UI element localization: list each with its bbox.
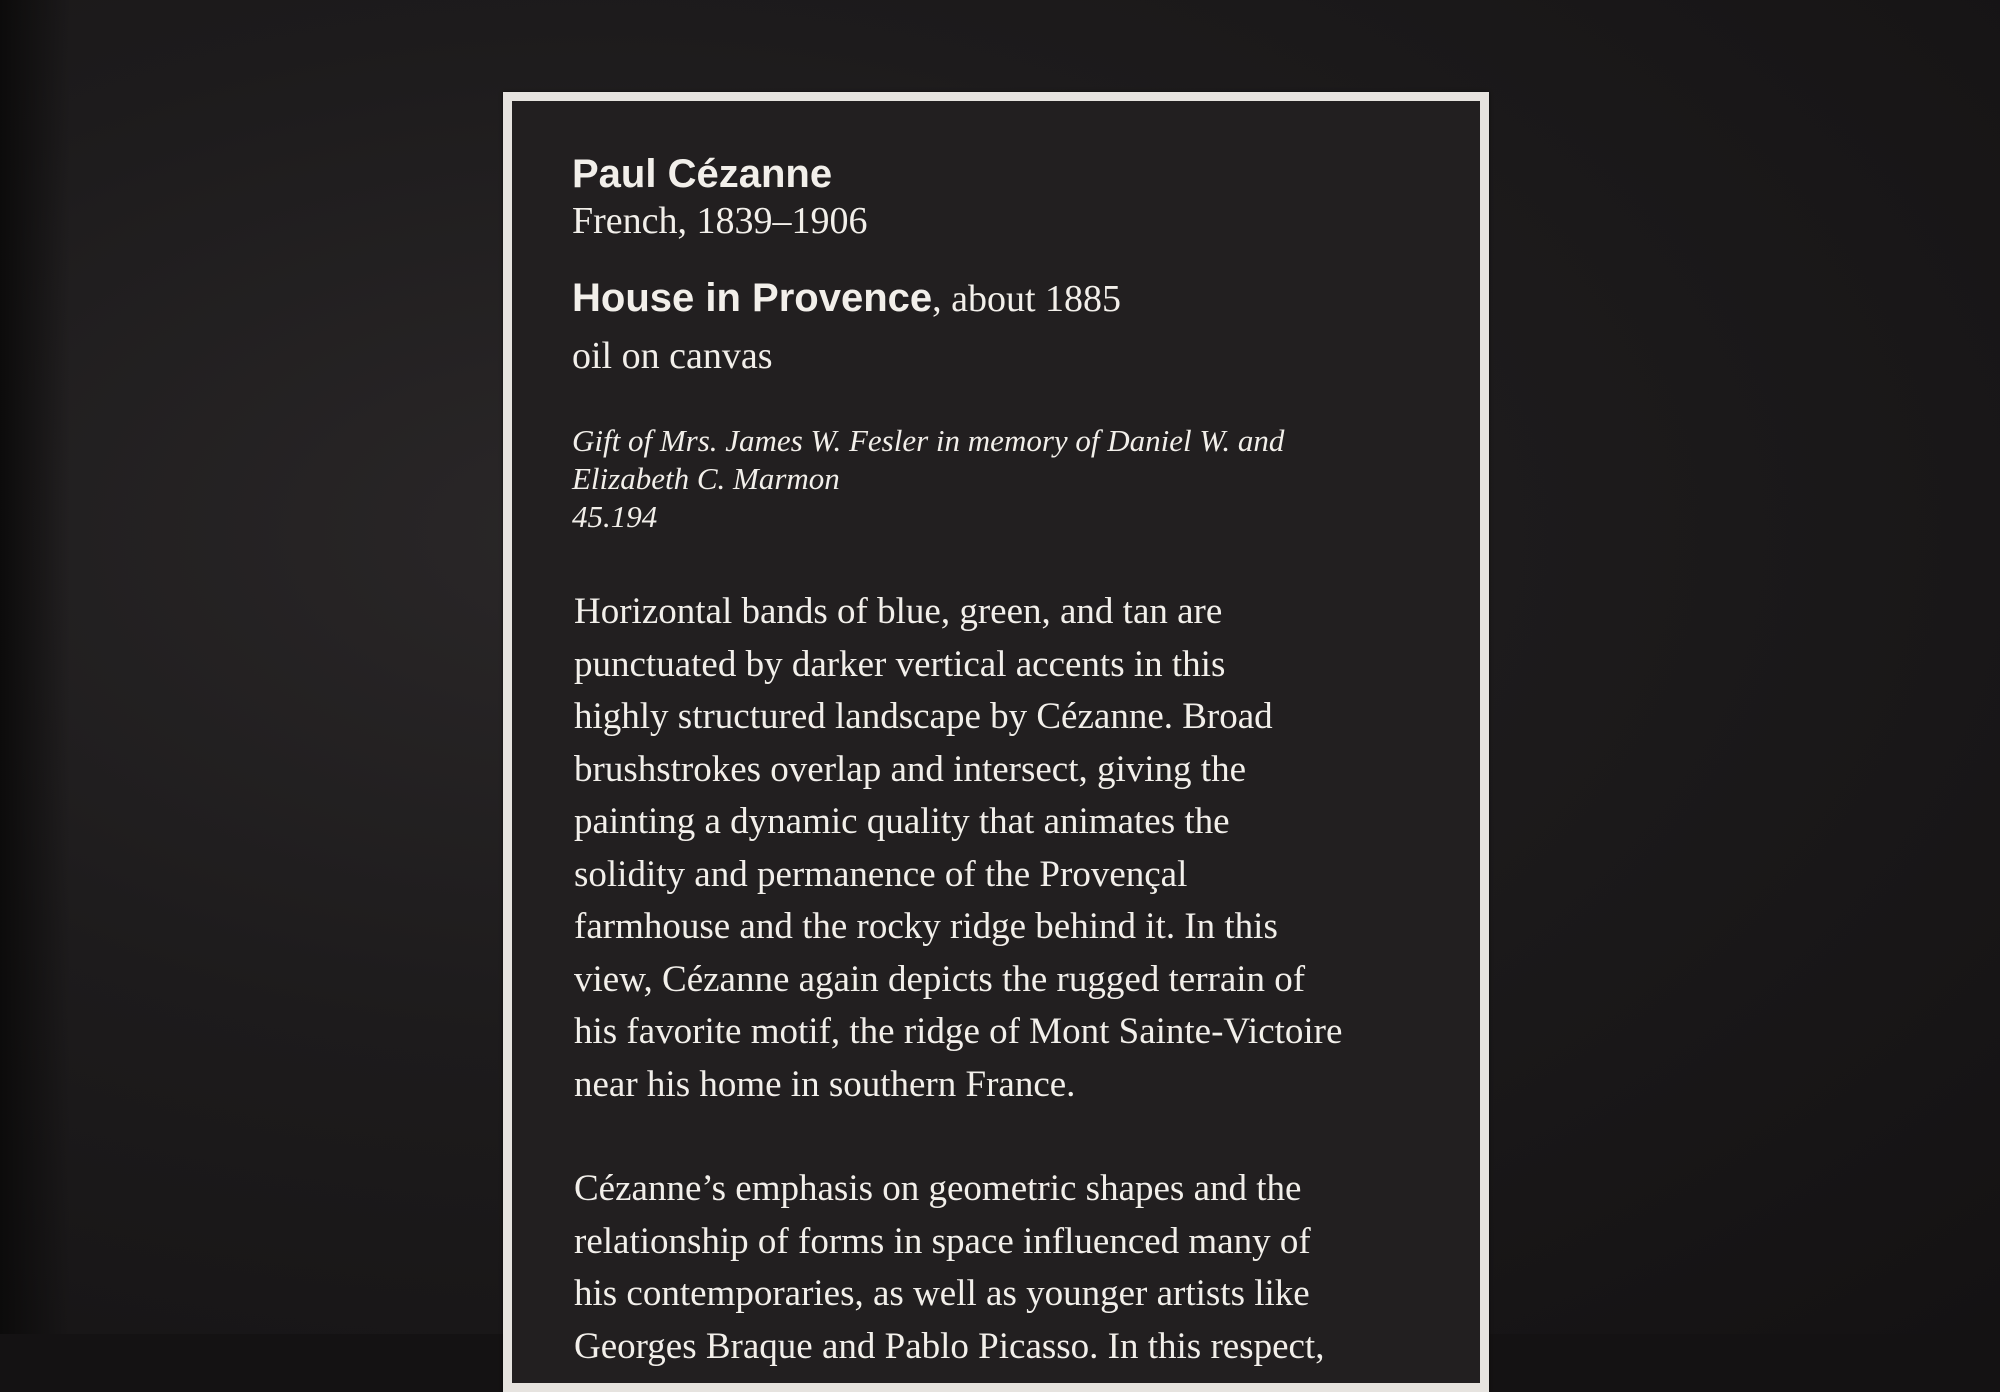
artist-nationality-dates: French, 1839–1906 xyxy=(572,200,868,242)
description-paragraph-1 xyxy=(574,586,1452,1111)
description-line: highly structured landscape by Cézanne. Broad xyxy=(574,696,1273,737)
description-line: Georges Braque and Pablo Picasso. In this respect, xyxy=(574,1325,1325,1367)
description-line: view, Cézanne again depicts the rugged terrain of xyxy=(574,958,1306,1000)
artwork-medium: oil on canvas xyxy=(572,335,773,377)
description-line: Cézanne’s emphasis on geometric shapes and the xyxy=(574,1168,1302,1209)
description-line: punctuated by darker vertical accents in this xyxy=(574,643,1226,685)
artwork-title: House in Provence xyxy=(572,276,933,320)
credit-line: Gift of Mrs. James W. Fesler in memory of Daniel W. and Elizabeth C. Marmon xyxy=(572,423,1285,496)
description-line: painting a dynamic quality that animates the xyxy=(574,801,1230,842)
artwork-date: , about 1885 xyxy=(932,278,1122,320)
description-line: his favorite motif, the ridge of Mont Sainte-Victoire xyxy=(574,1011,1343,1052)
label-content xyxy=(572,151,1452,1373)
description-line: his contemporaries, as well as younger artists like xyxy=(574,1273,1310,1314)
wall-shadow-edge xyxy=(0,0,70,1334)
museum-wall-label xyxy=(503,92,1489,1392)
description-line: near his home in southern France. xyxy=(574,1063,1076,1105)
description-paragraph-2 xyxy=(574,1163,1452,1373)
description-line: farmhouse and the rocky ridge behind it. In this xyxy=(574,906,1278,947)
description-line: Horizontal bands of blue, green, and tan are xyxy=(574,591,1223,632)
accession-number: 45.194 xyxy=(572,499,658,534)
artwork-title-line xyxy=(572,275,1452,330)
artist-name: Paul Cézanne xyxy=(572,152,833,196)
description-line: brushstrokes overlap and intersect, giving the xyxy=(574,748,1246,790)
description-line: relationship of forms in space influenced many of xyxy=(574,1220,1311,1262)
description-line: solidity and permanence of the Provençal xyxy=(574,853,1188,895)
